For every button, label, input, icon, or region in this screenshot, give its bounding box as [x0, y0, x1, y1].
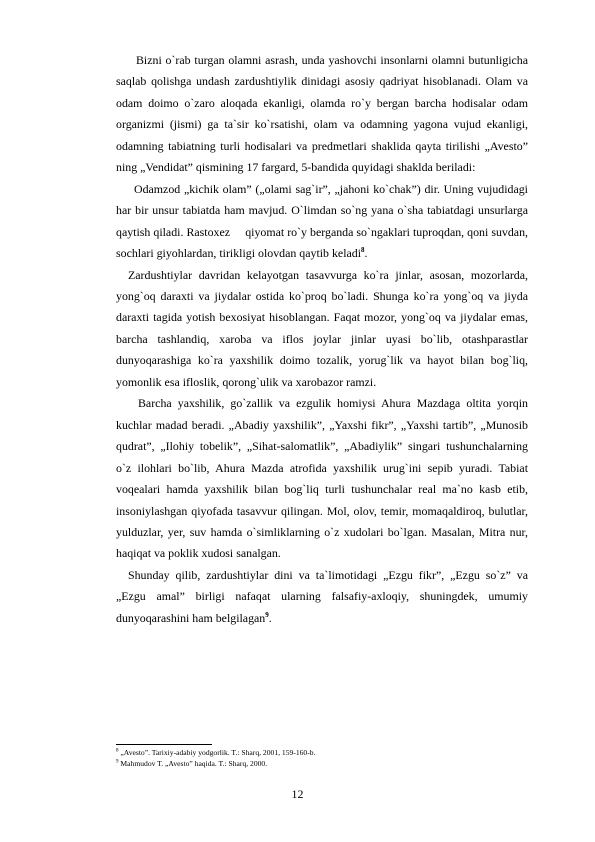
- footnote-9: $^9$ Mahmudov T. „Avesto” haqida. T.: Sharq, 2000.: [116, 759, 268, 768]
- paragraph-2: Odamzod „kichik olam” („olami sag`ir”, „jahoni ko`chak”) dir. Uning vujudidagi har bir unsur tabiatda ham mavjud. O`limdan so`ng yana o`sha tabiatdagi unsurlarga qaytish qiladi. Rastoxez qiyomat ro`y berganda so`ngaklari tuproqdan, qoni suvdan, sochlari giyohlardan, tirikligi olovdan qaytib keladi$^8$.: [116, 181, 528, 261]
- paragraph-5: Shunday qilib, zardushtiylar dini va ta`limotidagi „Ezgu fikr”, „Ezgu so`z” va „Ezgu amal” birligi nafaqat ularning falsafiy-axloqiy, shuningdek, umumiy dunyoqarashini ham belgilagan$^9$.: [116, 567, 528, 625]
- paragraph-1: Bizni o`rab turgan olamni asrash, unda yashovchi insonlarni olamni butunligicha saqlab qolishga undash zardushtiylik dinidagi asosiy qadriyat hisoblanadi. Olam va odam doimo o`zaro aloqada ekanligi, olamda ro`y bergan barcha hodisalar odam organizmi (jismi) ga ta`sir ko`rsatishi, olam va odamning yagona vujud ekanligi, odamning tabiatning turli hodisalari va predmetlari shaklida qayta tirilishi „Avesto” ning „Vendidat” qismining 17 fargard, 5-bandida quyidagi shaklda beriladi:: [116, 53, 528, 175]
- page-number: 12: [291, 787, 304, 801]
- footnote-ref-9[interactable]: 9: [265, 610, 269, 619]
- footnote-8: $^8$ „Avesto”. Tarixiy-adabiy yodgorlik. T.: Sharq, 2001, 159-160-b.: [116, 748, 316, 757]
- footnote-divider: [116, 744, 212, 745]
- body-text: [116, 50, 528, 629]
- footnotes: [116, 747, 528, 769]
- paragraph-4: Barcha yaxshilik, go`zallik va ezgulik homiysi Ahura Mazdaga oltita yorqin kuchlar madad beradi. „Abadiy yaxshilik”, „Yaxshi fikr”, „Yaxshi tartib”, „Munosib qudrat”, „Ilohiy tobelik”, „Sihat-salomatlik”, „Abadiylik” singari tushunchalarning o`z ilohlari bo`lib, Ahura Mazda atrofida yaxshilik urug`ini sepib yuradi. Tabiat voqealari hamda yaxshilik bilan bog`liq turli tushunchalar real ma`no kasb etib, insoniylashgan qiyofada tasavvur qilingan. Mol, olov, temir, momaqaldiroq, bulutlar, yulduzlar, yer, suv hamda o`simliklarning o`z xudolari bo`lgan. Masalan, Mitra nur, haqiqat va poklik xudosi sanalgan.: [116, 396, 528, 561]
- footnote-ref-8[interactable]: 8: [361, 246, 365, 255]
- paragraph-3: Zardushtiylar davridan kelayotgan tasavvurga ko`ra jinlar, asosan, mozorlarda, yong`oq daraxti va jiydalar ostida ko`proq bo`ladi. Shunga ko`ra yong`oq va jiyda daraxti tagida yotish bexosiyat hisoblangan. Faqat mozor, yong`oq va jiydalar emas, barcha tashlandiq, xaroba va iflos joylar jinlar uyasi bo`lib, otashparastlar dunyoqarashiga ko`ra yaxshilik doimo tozalik, yorug`lik va hayot bilan bog`liq, yomonlik esa ifloslik, qorong`ulik va xarobazor ramzi.: [116, 267, 528, 389]
